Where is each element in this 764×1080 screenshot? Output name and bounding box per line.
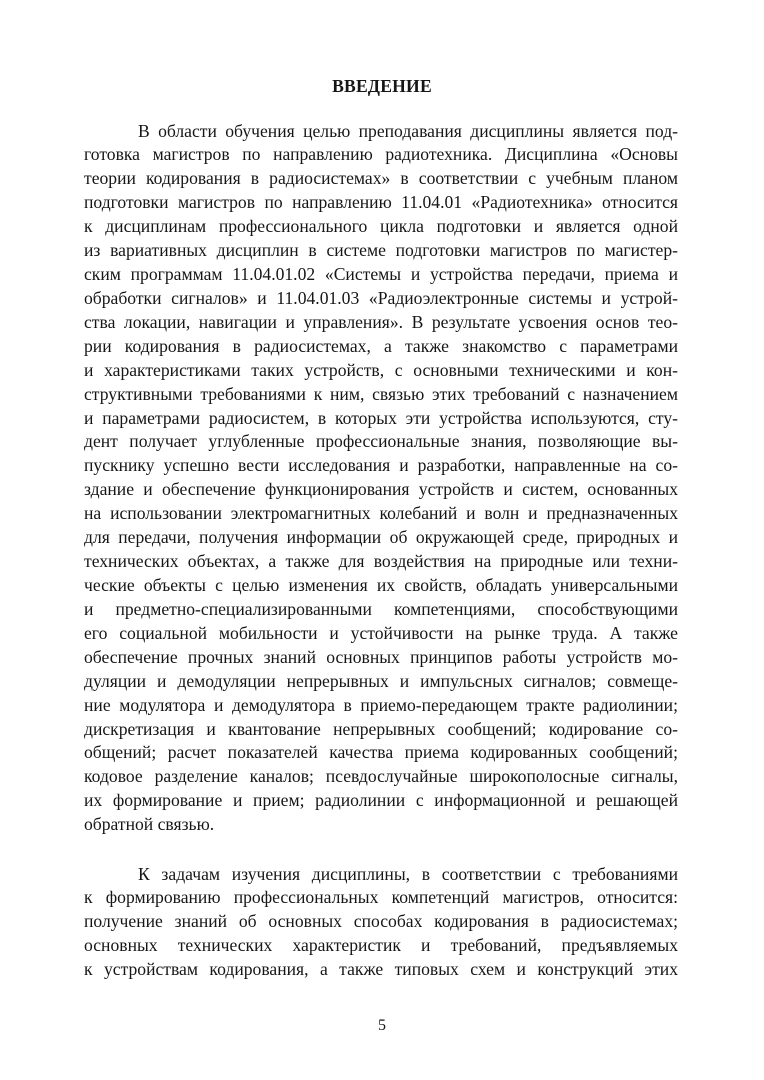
text-line: ства локации, навигации и управления». В результате усвоения основ тео- <box>84 311 678 332</box>
text-line: ским программам 11.04.01.02 «Системы и устройства передачи, приема и <box>84 264 678 285</box>
text-line: пускнику успешно вести исследования и разработки, направленные на со- <box>84 455 678 476</box>
text-line: к дисциплинам профессионального цикла подготовки и является одной <box>84 216 678 237</box>
page-number: 5 <box>378 1017 386 1034</box>
text-line: общений; расчет показателей качества приема кодированных сообщений; <box>84 742 678 763</box>
text-line: к устройствам кодирования, а также типовых схем и конструкций этих <box>84 959 678 980</box>
text-line: готовка магистров по направлению радиотехника. Дисциплина «Основы <box>84 144 678 165</box>
text-line: основных технических характеристик и требований, предъявляемых <box>84 935 678 956</box>
text-line: обработки сигналов» и 11.04.01.03 «Радиоэлектронные системы и устрой- <box>84 287 678 308</box>
text-line: ческие объекты с целью изменения их свойств, обладать универсальными <box>84 575 678 596</box>
text-line: их формирование и прием; радиолинии с информационной и решающей <box>84 790 678 811</box>
text-line: его социальной мобильности и устойчивости на рынке труда. А также <box>84 622 678 643</box>
text-line: получение знаний об основных способах кодирования в радиосистемах; <box>84 911 678 932</box>
text-line: дент получает углубленные профессиональные знания, позволяющие вы- <box>84 431 678 452</box>
text-line: дискретизация и квантование непрерывных сообщений; кодирование со- <box>84 718 678 739</box>
text-line: обратной связью. <box>84 814 215 835</box>
paragraph-tasks <box>84 863 678 983</box>
paragraph-intro <box>84 120 678 838</box>
text-line: ние модулятора и демодулятора в приемо-передающем тракте радиолинии; <box>84 694 678 715</box>
text-line: В области обучения целью преподавания дисциплины является под- <box>138 120 678 141</box>
text-line: здание и обеспечение функционирования устройств и систем, основанных <box>84 479 678 500</box>
text-line: К задачам изучения дисциплины, в соответствии с требованиями <box>138 863 678 884</box>
text-line: подготовки магистров по направлению 11.04.01 «Радиотехника» относится <box>84 192 678 213</box>
text-line: и предметно-специализированными компетенциями, способствующими <box>84 598 678 619</box>
text-line: для передачи, получения информации об окружающей среде, природных и <box>84 527 678 548</box>
text-line: структивными требованиями к ним, связью этих требований с назначением <box>84 383 678 404</box>
text-line: рии кодирования в радиосистемах, а также знакомство с параметрами <box>84 335 678 356</box>
text-line: к формированию профессиональных компетенций магистров, относится: <box>84 887 678 908</box>
text-line: обеспечение прочных знаний основных принципов работы устройств мо- <box>84 646 678 667</box>
text-line: теории кодирования в радиосистемах» в соответствии с учебным планом <box>84 168 678 189</box>
text-line: и параметрами радиосистем, в которых эти устройства используются, сту- <box>84 407 678 428</box>
text-line: на использовании электромагнитных колебаний и волн и предназначенных <box>84 503 678 524</box>
text-line: из вариативных дисциплин в системе подготовки магистров по магистер- <box>84 240 678 261</box>
section-heading: ВВЕДЕНИЕ <box>332 76 432 96</box>
text-line: и характеристиками таких устройств, с основными техническими и кон- <box>84 359 678 380</box>
text-line: кодовое разделение каналов; псевдослучайные широкополосные сигналы, <box>84 766 678 787</box>
text-line: дуляции и демодуляции непрерывных и импульсных сигналов; совмеще- <box>84 670 678 691</box>
text-line: технических объектах, а также для воздействия на природные или техни- <box>84 551 678 572</box>
